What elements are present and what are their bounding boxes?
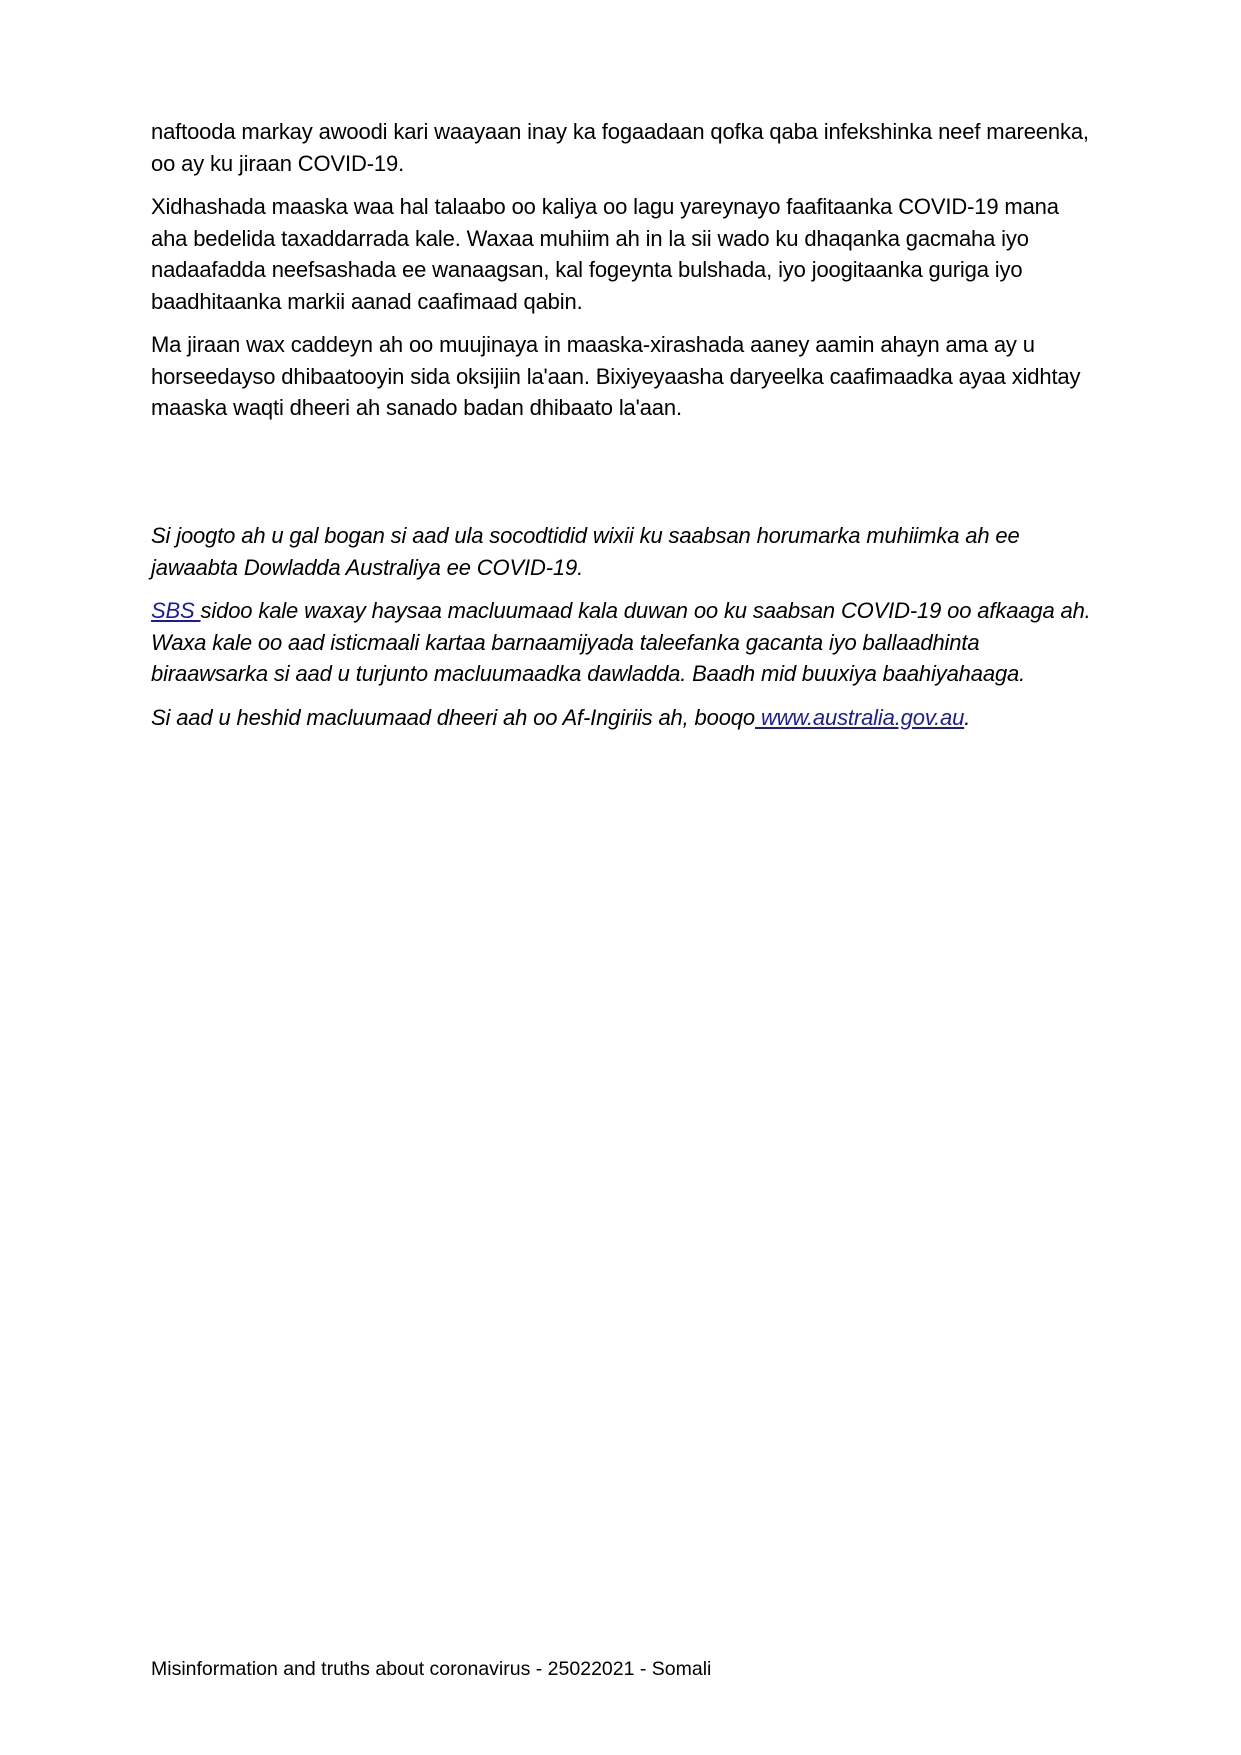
sbs-link[interactable]: SBS	[151, 598, 201, 623]
info-paragraph-2-text: sidoo kale waxay haysaa macluumaad kala duwan oo ku saabsan COVID-19 oo afkaaga ah. Waxa kale oo aad isticmaali kartaa barnaamijyada taleefanka gacanta iyo ballaadhinta biraawsarka si aad u turjunto macluumaadka dawladda. Baadh mid buuxiya baahiyahaaga.	[151, 598, 1091, 686]
body-paragraph-2: Xidhashada maaska waa hal talaabo oo kaliya oo lagu yareynayo faafitaanka COVID-19 mana aha bedelida taxaddarrada kale. Waxaa muhiim ah in la sii wado ku dhaqanka gacmaha iyo nadaafadda neefsashada ee wanaagsan, kal fogeynta bulshada, iyo joogitaanka guriga iyo baadhitaanka markii aanad caafimaad qabin.	[151, 194, 1059, 314]
info-paragraph-2	[151, 595, 1101, 690]
page-footer: Misinformation and truths about coronavirus - 25022021 - Somali	[151, 1658, 712, 1680]
body-paragraph-3: Ma jiraan wax caddeyn ah oo muujinaya in maaska-xirashada aaney aamin ahayn ama ay u horseedayso dhibaatooyin sida oksijiin la'aan. Bixiyeyaasha daryeelka caafimaadka ayaa xidhtay maaska waqti dheeri ah sanado badan dhibaato la'aan.	[151, 332, 1081, 420]
info-paragraph-1: Si joogto ah u gal bogan si aad ula socodtidid wixii ku saabsan horumarka muhiimka ah ee jawaabta Dowladda Australiya ee COVID-19.	[151, 523, 1020, 580]
australia-gov-link[interactable]: www.australia.gov.au	[754, 704, 965, 730]
info-paragraph-3	[151, 702, 1101, 734]
info-section	[151, 520, 1101, 745]
info-paragraph-3-text: Si aad u heshid macluumaad dheeri ah oo Af-Ingiriis ah, booqo	[151, 704, 755, 730]
body-text-section	[151, 116, 1101, 436]
body-paragraph-1: naftooda markay awoodi kari waayaan inay ka fogaadaan qofka qaba infekshinka neef mareenka, oo ay ku jiraan COVID-19.	[151, 119, 1089, 176]
info-paragraph-3-end: .	[964, 704, 971, 730]
